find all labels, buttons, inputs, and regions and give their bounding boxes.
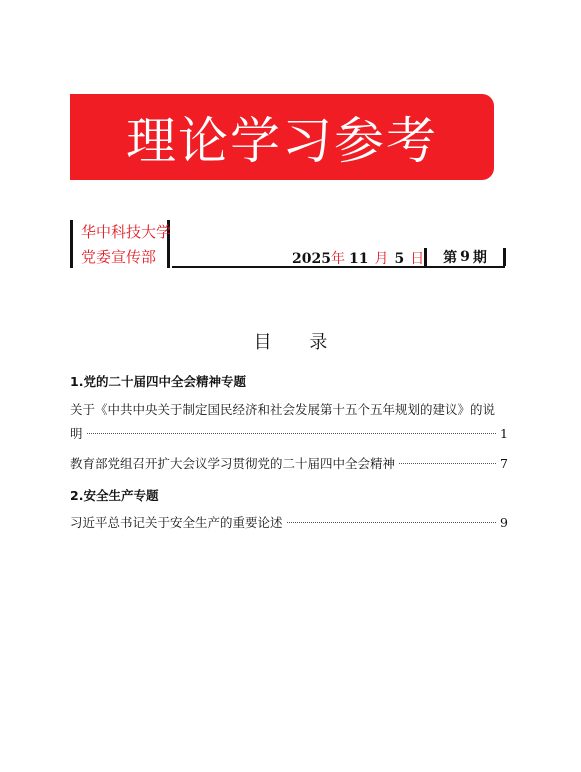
toc-entry-2[interactable] (70, 452, 508, 476)
toc-entry-3[interactable] (70, 511, 508, 535)
toc-entry-2-title: 教育部党组召开扩大会议学习贯彻党的二十届四中全会精神 (70, 456, 396, 471)
toc-heading: 目 录 (253, 332, 344, 353)
masthead-banner (70, 94, 494, 180)
issue-number: 9 (460, 249, 470, 265)
issue-suffix: 期 (472, 250, 487, 266)
toc-leader (399, 463, 496, 464)
issue-prefix: 第 (443, 250, 458, 266)
publisher-department: 党委宣传部 (81, 248, 157, 266)
toc-leader (87, 433, 497, 434)
toc-entry-3-title: 习近平总书记关于安全生产的重要论述 (70, 515, 283, 530)
publication-title: 理论学习参考 (126, 112, 438, 170)
toc-section-1-title: 1.党的二十届四中全会精神专题 (70, 374, 246, 389)
issue-day-unit: 日 (410, 251, 425, 267)
publisher-university: 华中科技大学 (81, 223, 172, 241)
issue-month-unit: 月 (374, 251, 389, 267)
toc-entry-1[interactable] (70, 398, 508, 446)
toc-section-2-title: 2.安全生产专题 (70, 488, 159, 503)
toc-entry-1-page: 1 (500, 426, 508, 441)
issue-month: 11 (348, 251, 369, 267)
issue-year: 2025 (292, 251, 331, 267)
toc-leader (287, 522, 497, 523)
issue-number-box (424, 248, 506, 266)
toc-entry-3-page: 9 (500, 515, 508, 530)
toc-entry-1-title-line2: 明 (70, 426, 83, 441)
issue-date (292, 248, 424, 266)
publisher-block (70, 220, 170, 268)
toc-entry-2-page: 7 (500, 456, 508, 471)
issue-day: 5 (394, 251, 405, 267)
toc-entry-1-title-line1: 关于《中共中央关于制定国民经济和社会发展第十五个五年规划的建议》的说 (70, 402, 496, 417)
issue-year-unit: 年 (330, 251, 345, 267)
